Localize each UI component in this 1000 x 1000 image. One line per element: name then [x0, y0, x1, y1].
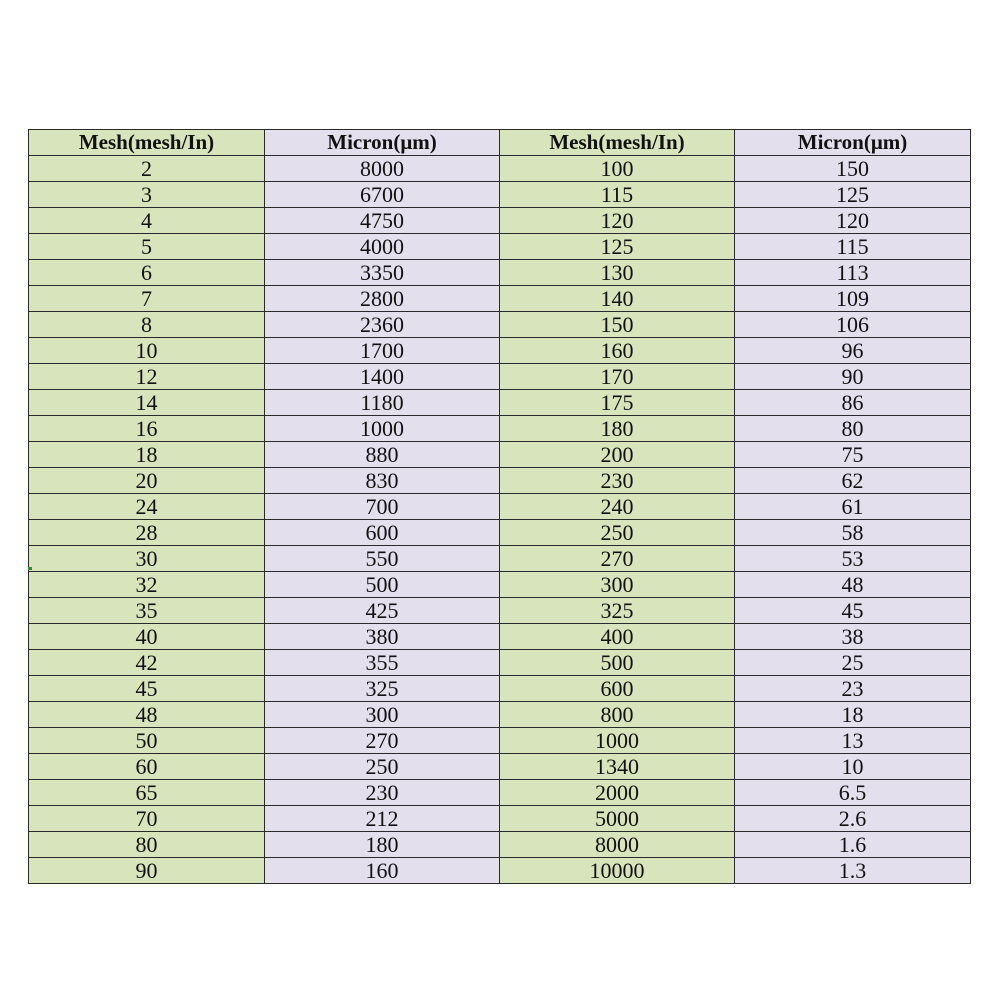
micron-right-cell: 38 [735, 624, 971, 650]
mesh-right-cell: 300 [500, 572, 735, 598]
mesh-right-cell: 115 [500, 182, 735, 208]
mesh-left-cell: 40 [29, 624, 265, 650]
header-micron-left: Micron(μm) [265, 130, 500, 156]
table-row [29, 260, 971, 286]
micron-left-cell: 550 [265, 546, 500, 572]
micron-left-cell: 830 [265, 468, 500, 494]
table-row [29, 208, 971, 234]
micron-right-cell: 80 [735, 416, 971, 442]
mesh-right-cell: 140 [500, 286, 735, 312]
micron-right-cell: 58 [735, 520, 971, 546]
micron-left-cell: 325 [265, 676, 500, 702]
micron-left-cell: 380 [265, 624, 500, 650]
table-row [29, 728, 971, 754]
micron-right-cell: 61 [735, 494, 971, 520]
micron-left-cell: 425 [265, 598, 500, 624]
table-row [29, 312, 971, 338]
mesh-right-cell: 500 [500, 650, 735, 676]
table-row [29, 754, 971, 780]
micron-left-cell: 4750 [265, 208, 500, 234]
mesh-left-cell: 10 [29, 338, 265, 364]
mesh-left-cell: 65 [29, 780, 265, 806]
table-row [29, 650, 971, 676]
micron-right-cell: 109 [735, 286, 971, 312]
micron-left-cell: 2360 [265, 312, 500, 338]
table-row [29, 234, 971, 260]
table-row [29, 442, 971, 468]
table-row [29, 286, 971, 312]
mesh-left-cell: 48 [29, 702, 265, 728]
mesh-right-cell: 130 [500, 260, 735, 286]
mesh-right-cell: 120 [500, 208, 735, 234]
micron-right-cell: 18 [735, 702, 971, 728]
micron-left-cell: 6700 [265, 182, 500, 208]
table-row [29, 390, 971, 416]
mesh-left-cell: 5 [29, 234, 265, 260]
micron-left-cell: 212 [265, 806, 500, 832]
mesh-right-cell: 170 [500, 364, 735, 390]
micron-left-cell: 230 [265, 780, 500, 806]
mesh-left-cell: 16 [29, 416, 265, 442]
micron-right-cell: 6.5 [735, 780, 971, 806]
micron-right-cell: 1.3 [735, 858, 971, 884]
table-row [29, 858, 971, 884]
table-row [29, 572, 971, 598]
micron-right-cell: 25 [735, 650, 971, 676]
micron-left-cell: 1400 [265, 364, 500, 390]
mesh-left-cell: 14 [29, 390, 265, 416]
mesh-right-cell: 200 [500, 442, 735, 468]
micron-right-cell: 113 [735, 260, 971, 286]
mesh-right-cell: 180 [500, 416, 735, 442]
table-row [29, 182, 971, 208]
micron-left-cell: 270 [265, 728, 500, 754]
mesh-left-cell: 35 [29, 598, 265, 624]
mesh-left-cell: 42 [29, 650, 265, 676]
mesh-right-cell: 2000 [500, 780, 735, 806]
table-row [29, 338, 971, 364]
micron-left-cell: 300 [265, 702, 500, 728]
micron-left-cell: 160 [265, 858, 500, 884]
micron-right-cell: 115 [735, 234, 971, 260]
mesh-left-cell: 60 [29, 754, 265, 780]
micron-right-cell: 53 [735, 546, 971, 572]
header-mesh-right: Mesh(mesh/In) [500, 130, 735, 156]
micron-right-cell: 125 [735, 182, 971, 208]
mesh-right-cell: 150 [500, 312, 735, 338]
micron-left-cell: 700 [265, 494, 500, 520]
mesh-right-cell: 600 [500, 676, 735, 702]
table-row [29, 806, 971, 832]
table-row [29, 702, 971, 728]
table-row [29, 416, 971, 442]
micron-right-cell: 75 [735, 442, 971, 468]
mesh-left-cell: 2 [29, 156, 265, 182]
micron-right-cell: 13 [735, 728, 971, 754]
mesh-right-cell: 1340 [500, 754, 735, 780]
mesh-right-cell: 100 [500, 156, 735, 182]
mesh-left-cell: 7 [29, 286, 265, 312]
mesh-right-cell: 240 [500, 494, 735, 520]
micron-left-cell: 8000 [265, 156, 500, 182]
micron-right-cell: 45 [735, 598, 971, 624]
micron-right-cell: 90 [735, 364, 971, 390]
mesh-left-cell: 12 [29, 364, 265, 390]
table-row [29, 468, 971, 494]
mesh-right-cell: 8000 [500, 832, 735, 858]
mesh-right-cell: 250 [500, 520, 735, 546]
mesh-right-cell: 1000 [500, 728, 735, 754]
micron-right-cell: 10 [735, 754, 971, 780]
mesh-left-cell: 90 [29, 858, 265, 884]
header-row [29, 130, 971, 156]
micron-left-cell: 3350 [265, 260, 500, 286]
micron-right-cell: 2.6 [735, 806, 971, 832]
mesh-left-cell: 18 [29, 442, 265, 468]
micron-left-cell: 180 [265, 832, 500, 858]
mesh-left-cell: 4 [29, 208, 265, 234]
micron-left-cell: 1000 [265, 416, 500, 442]
micron-left-cell: 250 [265, 754, 500, 780]
table-row [29, 780, 971, 806]
table-body [29, 156, 971, 884]
table-row [29, 546, 971, 572]
micron-right-cell: 96 [735, 338, 971, 364]
micron-left-cell: 2800 [265, 286, 500, 312]
mesh-right-cell: 10000 [500, 858, 735, 884]
mesh-left-cell: 20 [29, 468, 265, 494]
micron-right-cell: 86 [735, 390, 971, 416]
micron-right-cell: 48 [735, 572, 971, 598]
micron-right-cell: 23 [735, 676, 971, 702]
micron-left-cell: 1180 [265, 390, 500, 416]
mesh-right-cell: 400 [500, 624, 735, 650]
header-micron-right: Micron(μm) [735, 130, 971, 156]
micron-right-cell: 1.6 [735, 832, 971, 858]
mesh-right-cell: 160 [500, 338, 735, 364]
table-row [29, 156, 971, 182]
micron-right-cell: 62 [735, 468, 971, 494]
micron-left-cell: 880 [265, 442, 500, 468]
mesh-right-cell: 175 [500, 390, 735, 416]
table-row [29, 624, 971, 650]
micron-left-cell: 355 [265, 650, 500, 676]
mesh-left-cell: 80 [29, 832, 265, 858]
table-row [29, 520, 971, 546]
mesh-right-cell: 800 [500, 702, 735, 728]
table-row [29, 598, 971, 624]
mesh-left-cell: 50 [29, 728, 265, 754]
table-row [29, 676, 971, 702]
table-header [29, 130, 971, 156]
cell-error-marker [28, 567, 32, 570]
micron-left-cell: 1700 [265, 338, 500, 364]
mesh-left-cell: 70 [29, 806, 265, 832]
mesh-right-cell: 5000 [500, 806, 735, 832]
table-row [29, 832, 971, 858]
mesh-micron-conversion-table [28, 129, 971, 884]
mesh-left-cell: 30 [29, 546, 265, 572]
mesh-left-cell: 6 [29, 260, 265, 286]
table-row [29, 494, 971, 520]
mesh-left-cell: 45 [29, 676, 265, 702]
mesh-right-cell: 125 [500, 234, 735, 260]
mesh-left-cell: 32 [29, 572, 265, 598]
micron-right-cell: 150 [735, 156, 971, 182]
micron-left-cell: 600 [265, 520, 500, 546]
micron-left-cell: 500 [265, 572, 500, 598]
mesh-right-cell: 270 [500, 546, 735, 572]
mesh-left-cell: 24 [29, 494, 265, 520]
mesh-left-cell: 28 [29, 520, 265, 546]
mesh-right-cell: 325 [500, 598, 735, 624]
mesh-left-cell: 8 [29, 312, 265, 338]
micron-right-cell: 106 [735, 312, 971, 338]
micron-left-cell: 4000 [265, 234, 500, 260]
micron-right-cell: 120 [735, 208, 971, 234]
header-mesh-left: Mesh(mesh/In) [29, 130, 265, 156]
mesh-left-cell: 3 [29, 182, 265, 208]
mesh-right-cell: 230 [500, 468, 735, 494]
table-row [29, 364, 971, 390]
